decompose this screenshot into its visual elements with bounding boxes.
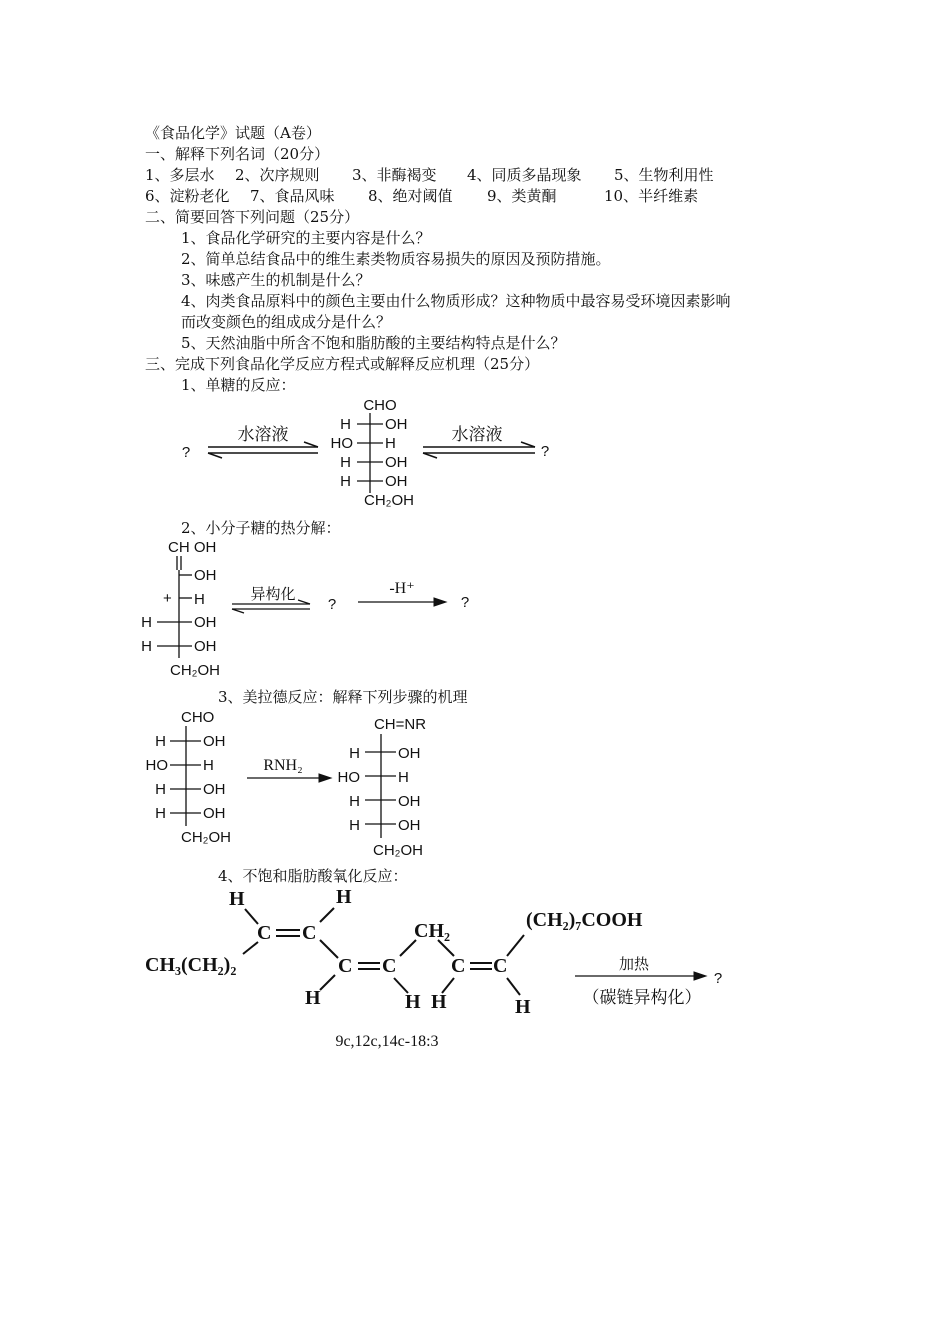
svg-text:H: H — [141, 614, 152, 631]
svg-text:H: H — [155, 805, 166, 822]
figure-4-heat-label: 加热 — [618, 956, 650, 973]
reaction-1-label: 1、单糖的反应： — [181, 376, 296, 394]
svg-text:HO: HO — [337, 769, 360, 786]
reaction-4-label: 4、不饱和脂肪酸氧化反应： — [218, 867, 408, 885]
figure-1-cho: CHO — [363, 397, 397, 414]
svg-text:H: H — [349, 745, 360, 762]
svg-text:OH: OH — [194, 567, 217, 584]
question-4-line-1: 4、肉类食品原料中的颜色主要由什么物质形成？这种物质中最容易受环境因素影响 — [181, 292, 731, 310]
svg-text:CH₂OH: CH₂OH — [373, 842, 423, 859]
figure-4-ch2: CH₂ — [414, 920, 450, 942]
svg-text:H: H — [155, 733, 166, 750]
term-4: 4、同质多晶现象 — [467, 166, 582, 184]
svg-text:C: C — [493, 955, 508, 977]
section-2-heading: 二、简要回答下列问题（25分） — [145, 208, 360, 226]
figure-3-imine: CH=NR — [373, 716, 427, 733]
term-2: 2、次序规则 — [235, 166, 320, 184]
figure-1-right-unknown: ? — [540, 443, 550, 460]
figure-4-isomerization-label: （碳链异构化） — [582, 988, 702, 1007]
svg-text:OH: OH — [398, 745, 421, 762]
svg-text:C: C — [338, 955, 353, 977]
term-6: 6、淀粉老化 — [145, 187, 230, 205]
svg-text:OH: OH — [203, 805, 226, 822]
svg-text:H: H — [141, 638, 152, 655]
svg-text:H: H — [398, 769, 409, 786]
svg-text:OH: OH — [203, 733, 226, 750]
svg-text:?: ? — [713, 970, 723, 987]
figure-2-top-group: CH OH — [168, 539, 217, 556]
question-2: 2、简单总结食品中的维生素类物质容易损失的原因及预防措施。 — [181, 250, 611, 268]
svg-text:OH: OH — [385, 473, 408, 490]
svg-text:C: C — [257, 922, 272, 944]
reaction-2-label: 2、小分子糖的热分解： — [181, 519, 341, 537]
svg-text:H: H — [385, 435, 396, 452]
svg-text:?: ? — [460, 594, 470, 611]
svg-text:H: H — [515, 996, 531, 1018]
svg-text:OH: OH — [398, 817, 421, 834]
figure-2-isomerization-label: 异构化 — [250, 586, 296, 603]
svg-text:HO: HO — [145, 757, 168, 774]
svg-text:H: H — [305, 987, 321, 1009]
svg-text:CH₂OH: CH₂OH — [181, 829, 231, 846]
term-3: 3、非酶褐变 — [352, 166, 437, 184]
doc-title: 《食品化学》试题（A卷） — [145, 124, 321, 142]
section-3-heading: 三、完成下列食品化学反应方程式或解释反应机理（25分） — [145, 355, 540, 373]
svg-text:OH: OH — [385, 454, 408, 471]
svg-text:OH: OH — [194, 638, 217, 655]
term-8: 8、绝对阈值 — [368, 187, 453, 205]
svg-text:H: H — [340, 454, 351, 471]
figure-4-fatty-acid — [145, 886, 722, 1050]
svg-text:CHO: CHO — [181, 709, 215, 726]
figure-1-ch2oh: CH₂OH — [364, 492, 414, 509]
term-5: 5、生物利用性 — [614, 166, 714, 184]
term-1: 1、多层水 — [145, 166, 215, 184]
svg-text:?: ? — [327, 596, 337, 613]
question-4-line-2: 而改变颜色的组成成分是什么？ — [181, 313, 392, 331]
svg-text:C: C — [302, 922, 317, 944]
term-10: 10、半纤维素 — [604, 187, 699, 205]
svg-text:H: H — [155, 781, 166, 798]
figure-2-ch2oh: CH₂OH — [170, 662, 220, 679]
svg-text:H: H — [431, 991, 447, 1013]
svg-text:OH: OH — [398, 793, 421, 810]
figure-4-right-group: (CH₂)₇COOH — [526, 909, 643, 931]
term-9: 9、类黄酮 — [487, 187, 557, 205]
svg-text:H: H — [203, 757, 214, 774]
svg-text:H: H — [349, 793, 360, 810]
figure-1-arrow-right-label: 水溶液 — [451, 425, 503, 444]
svg-text:H: H — [229, 888, 245, 910]
svg-text:H: H — [405, 991, 421, 1013]
figure-4-caption: 9c,12c,14c-18:3 — [335, 1033, 439, 1050]
svg-text:HO: HO — [330, 435, 353, 452]
svg-text:C: C — [382, 955, 397, 977]
question-5: 5、天然油脂中所含不饱和脂肪酸的主要结构特点是什么？ — [181, 334, 566, 352]
svg-text:H: H — [194, 591, 205, 608]
figure-3-maillard — [146, 709, 427, 859]
term-7: 7、食品风味 — [250, 187, 335, 205]
reaction-3-label: 3、美拉德反应：解释下列步骤的机理 — [218, 688, 468, 706]
figure-2-plus: + — [163, 590, 172, 607]
svg-text:C: C — [451, 955, 466, 977]
svg-text:OH: OH — [203, 781, 226, 798]
svg-text:OH: OH — [194, 614, 217, 631]
figure-3-reagent-label: RNH₂ — [263, 757, 303, 774]
svg-text:H: H — [349, 817, 360, 834]
question-3: 3、味感产生的机制是什么？ — [181, 271, 371, 289]
figure-2-thermal-decomposition — [141, 539, 469, 679]
svg-text:OH: OH — [385, 416, 408, 433]
svg-text:H: H — [340, 416, 351, 433]
section-1-heading: 一、解释下列名词（20分） — [145, 145, 330, 163]
figure-2-deprotonation-label: -H⁺ — [389, 580, 415, 597]
svg-text:H: H — [340, 473, 351, 490]
question-1: 1、食品化学研究的主要内容是什么？ — [181, 229, 431, 247]
svg-text:H: H — [336, 886, 352, 908]
figure-1-monosaccharide — [182, 397, 549, 509]
figure-4-left-group: CH₃(CH₂)₂ — [145, 954, 237, 976]
figure-1-arrow-left-label: 水溶液 — [237, 425, 289, 444]
figure-1-left-unknown: ? — [181, 444, 191, 461]
